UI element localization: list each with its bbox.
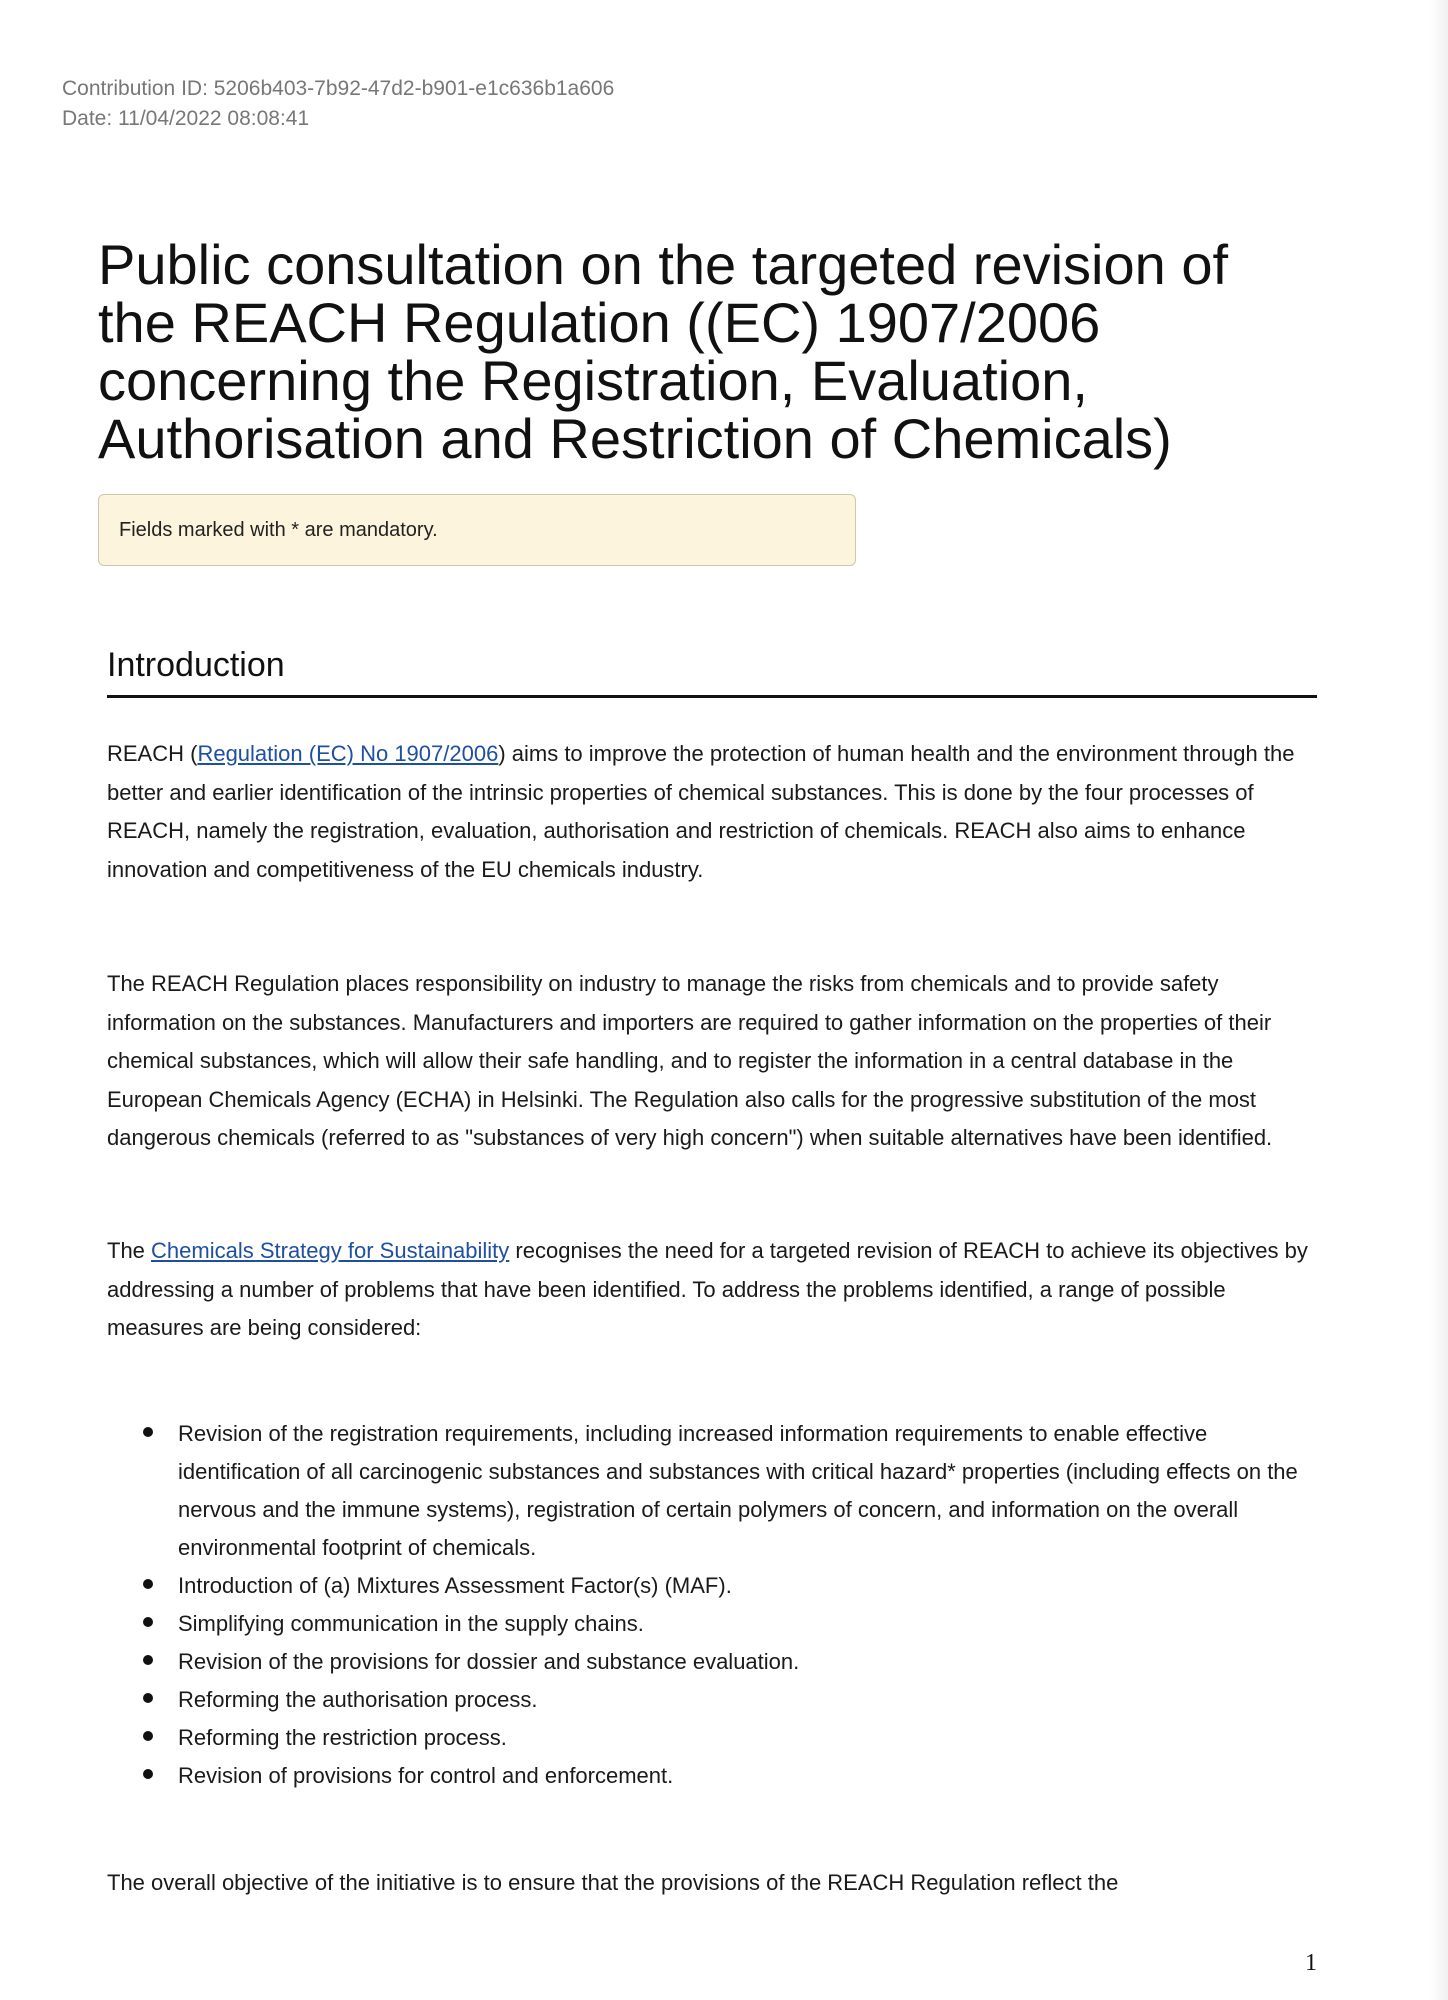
title-line: the REACH Regulation ((EC) 1907/2006	[98, 291, 1101, 354]
list-item-text: Revision of the provisions for dossier and substance evaluation.	[178, 1649, 800, 1674]
list-item-text: Introduction of (a) Mixtures Assessment Factor(s) (MAF).	[178, 1573, 732, 1598]
bullet-icon	[143, 1731, 153, 1741]
intro-paragraph-strategy	[107, 1232, 1322, 1348]
bullet-icon	[143, 1693, 153, 1703]
list-item-text: Revision of provisions for control and enforcement.	[178, 1763, 674, 1788]
mandatory-notice-text: Fields marked with * are mandatory.	[119, 519, 438, 541]
intro-paragraph-reach	[107, 735, 1322, 889]
page-edge-shadow	[1430, 0, 1448, 2000]
intro-paragraph-objective: The overall objective of the initiative is to ensure that the provisions of the REACH Regulation reflect the	[107, 1870, 1119, 1895]
paragraph-text: The	[107, 1238, 152, 1263]
list-item	[178, 1719, 1328, 1757]
submission-date: Date: 11/04/2022 08:08:41	[62, 107, 310, 130]
list-item	[178, 1415, 1328, 1567]
measures-list	[178, 1415, 1328, 1795]
page-title	[98, 233, 1338, 470]
page-number: 1	[1305, 1950, 1317, 1976]
list-item	[178, 1643, 1328, 1681]
list-item	[178, 1605, 1328, 1643]
paragraph-text: REACH (	[107, 741, 198, 766]
list-item-text: Reforming the authorisation process.	[178, 1687, 538, 1712]
contribution-id: Contribution ID: 5206b403-7b92-47d2-b901-e1c636b1a606	[62, 77, 615, 100]
title-line: Public consultation on the targeted revision of	[98, 233, 1229, 296]
title-line: Authorisation and Restriction of Chemicals)	[98, 407, 1172, 470]
list-item	[178, 1757, 1328, 1795]
list-item-text: Reforming the restriction process.	[178, 1725, 507, 1750]
bullet-icon	[143, 1769, 153, 1779]
intro-paragraph-responsibility: The REACH Regulation places responsibility on industry to manage the risks from chemicals and to provide safety information on the substances. Manufacturers and importers are required to gather information on the properties of their chemical substances, which will allow their safe handling, and to register the information in a central database in the European Chemicals Agency (ECHA) in Helsinki. The Regulation also calls for the progressive substitution of the most dangerous chemicals (referred to as "substances of very high concern") when suitable alternatives have been identified.	[107, 971, 1273, 1150]
list-item	[178, 1567, 1328, 1605]
regulation-link[interactable]: Regulation (EC) No 1907/2006	[197, 741, 499, 766]
list-item-text: Simplifying communication in the supply chains.	[178, 1611, 644, 1636]
bullet-icon	[143, 1579, 153, 1589]
bullet-icon	[143, 1617, 153, 1627]
chemicals-strategy-link[interactable]: Chemicals Strategy for Sustainability	[151, 1238, 510, 1263]
mandatory-fields-notice	[98, 494, 856, 566]
section-heading-introduction: Introduction	[107, 646, 285, 684]
section-divider	[107, 695, 1317, 698]
list-item	[178, 1681, 1328, 1719]
title-line: concerning the Registration, Evaluation,	[98, 349, 1088, 412]
paragraph-text: ) aims to improve the protection of human health and the environment through the better and earlier identification of the intrinsic properties of chemical substances. This is done by the four processes of REACH, namely the registration, evaluation, authorisation and restriction of chemicals. REACH also aims to enhance innovation and competitiveness of the EU chemicals industry.	[107, 741, 1295, 882]
paragraph-text: recognises the need for a targeted revision of REACH to achieve its objectives by addressing a number of problems that have been identified. To address the problems identified, a range of possible measures are being considered:	[107, 1238, 1308, 1340]
bullet-icon	[143, 1655, 153, 1665]
bullet-icon	[143, 1427, 153, 1437]
list-item-text: Revision of the registration requirements, including increased information requirements to enable effective identification of all carcinogenic substances and substances with critical hazard* properties (including effects on the nervous and the immune systems), registration of certain polymers of concern, and information on the overall environmental footprint of chemicals.	[178, 1421, 1298, 1560]
document-metadata	[62, 74, 614, 134]
